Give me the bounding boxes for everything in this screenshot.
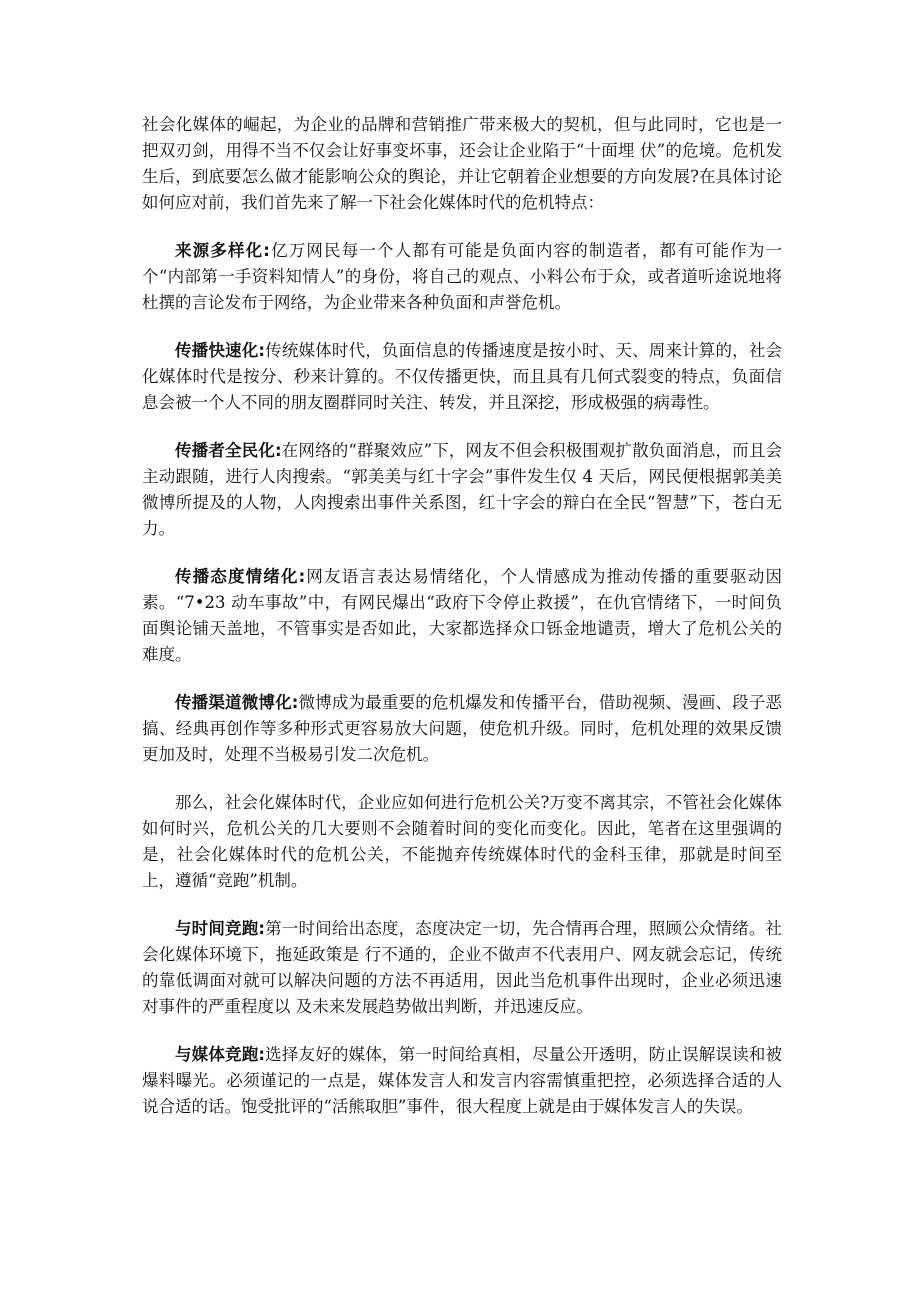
feature-heading: 来源多样化: — [175, 241, 270, 260]
feature-text: 微博成为最重要的危机爆发和传播平台，借助视频、漫画、段子恶搞、经典再创作等多种形式更容易放大问题，使危机升级。同时，危机处理的效果反馈更加及时，处理不当极易引发二次危机。 — [142, 693, 782, 764]
feature-text: 亿万网民每一个人都有可能是负面内容的制造者，都有可能作为一个“内部第一手资料知情人”的身份，将自己的观点、小料公布于众，或者道听途说地将杜撰的言论发布于网络，为企业带来各种负面和声誉危机。 — [142, 241, 783, 312]
transition-paragraph: 那么，社会化媒体时代，企业应如何进行危机公关?万变不离其宗，不管社会化媒体如何时兴，危机公关的几大要则不会随着时间的变化而变化。因此，笔者在这里强调的是，社会化媒体时代的危机公关，不能抛弃传统媒体时代的金科玉律，那就是时间至上，遵循“竞跑”机制。 — [142, 793, 782, 890]
feature-heading: 传播渠道微博化: — [175, 693, 299, 712]
principle-text: 选择友好的媒体，第一时间给真相，尽量公开透明，防止误解误读和被爆料曝光。必须谨记的一点是，媒体发言人和发言内容需慎重把控，必须选择合适的人说合适的话。饱受批评的“活熊取胆”事件，很大程度上就是由于媒体发言人的失误。 — [142, 1045, 783, 1116]
feature-heading: 传播者全民化: — [175, 441, 282, 460]
intro-paragraph: 社会化媒体的崛起，为企业的品牌和营销推广带来极大的契机，但与此同时，它也是一把双刃剑，用得不当不仅会让好事变坏事，还会让企业陷于“十面埋 伏”的危境。危机发生后，到底要怎么做才能影响公众的舆论，并让它朝着企业想要的方向发展?在具体讨论如何应对前，我们首先来了解一下社会化媒体时代的危机特点： — [142, 115, 782, 212]
principle-heading: 与时间竞跑: — [175, 919, 265, 938]
principle-text: 第一时间给出态度，态度决定一切，先合情再合理，照顾公众情绪。社会化媒体环境下，拖延政策是 行不通的，企业不做声不代表用户、网友就会忘记，传统的靠低调面对就可以解决问题的方法不再适用，因此当危机事件出现时，企业必须迅速对事件的严重程度以 及未来发展趋势做出判断，并迅速反应。 — [142, 919, 783, 1016]
feature-paragraph-5 — [142, 690, 782, 768]
article-body — [142, 112, 782, 1142]
principle-paragraph-2 — [142, 1042, 782, 1120]
feature-paragraph-3 — [142, 438, 782, 542]
principle-heading: 与媒体竞跑: — [175, 1045, 265, 1064]
feature-text: 传统媒体时代，负面信息的传播速度是按小时、天、周来计算的，社会化媒体时代是按分、秒来计算的。不仅传播更快，而且具有几何式裂变的特点，负面信息会被一个人不同的朋友圈群同时关注、转发，并且深挖，形成极强的病毒性。 — [142, 341, 783, 412]
feature-paragraph-4 — [142, 564, 782, 668]
feature-paragraph-1 — [142, 238, 782, 316]
feature-text: 网友语言表达易情绪化，个人情感成为推动传播的重要驱动因素。“7•23 动车事故”中，有网民爆出“政府下令停止救援”，在仇官情绪下，一时间负面舆论铺天盖地，不管事实是否如此，大家都选择众口铄金地谴责，增大了危机公关的难度。 — [142, 567, 782, 664]
feature-heading: 传播态度情绪化: — [175, 567, 306, 586]
feature-text: 在网络的“群聚效应”下，网友不但会积极围观扩散负面消息，而且会主动跟随，进行人肉搜索。“郭美美与红十字会”事件发生仅 4 天后，网民便根据郭美美微博所提及的人物，人肉搜索出事件关系图，红十字会的辩白在全民“智慧”下，苍白无力。 — [142, 441, 782, 538]
feature-heading: 传播快速化: — [175, 341, 265, 360]
feature-paragraph-2 — [142, 338, 782, 416]
principle-paragraph-1 — [142, 916, 782, 1020]
